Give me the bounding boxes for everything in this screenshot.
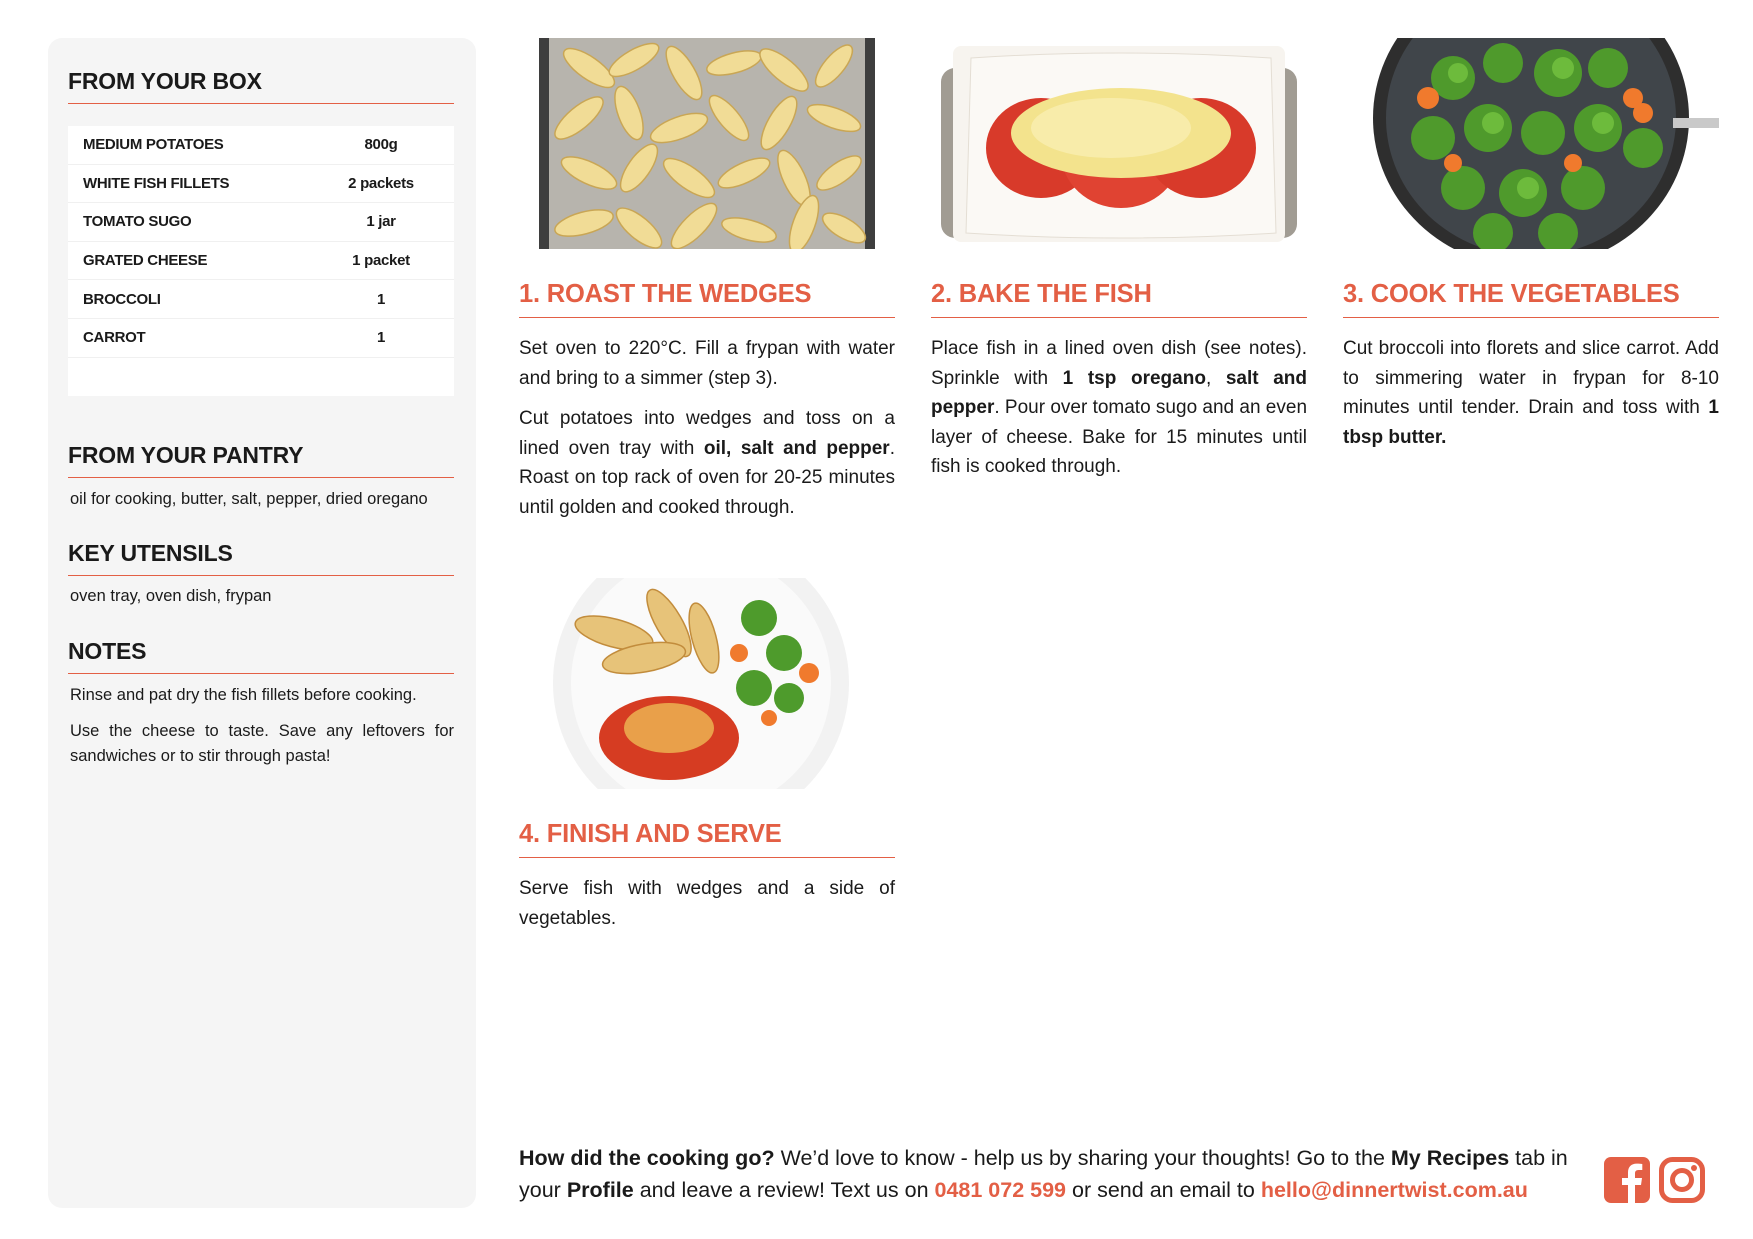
ingredient-name: TOMATO SUGO [83, 213, 192, 231]
facebook-icon[interactable] [1604, 1157, 1650, 1203]
ingredient-qty: 1 [376, 290, 386, 308]
phone-number-link[interactable]: 0481 072 599 [934, 1178, 1067, 1202]
ingredient-row [68, 319, 454, 358]
step-paragraph: Set oven to 220°C. Fill a frypan with water and bring to a simmer (step 3). [519, 338, 895, 389]
step-3 [1343, 38, 1719, 518]
step-1 [519, 38, 895, 518]
step-title: 2. BAKE THE FISH [931, 280, 1307, 318]
roasted-wedges-photo [519, 38, 895, 249]
step-instructions [519, 874, 895, 944]
step-title: 1. ROAST THE WEDGES [519, 280, 895, 318]
footer-question: How did the cooking go? [519, 1146, 775, 1170]
step-paragraph: Serve fish with wedges and a side of vegetables. [519, 878, 895, 929]
from-your-box-title: FROM YOUR BOX [68, 68, 454, 104]
instagram-icon[interactable] [1659, 1157, 1705, 1203]
feedback-footer: How did the cooking go? We’d love to know - help us by sharing your thoughts! Go to the My Recipes tab in your Profile and leave a review! Text us on 0481 072 599 or send an email to hello@dinnertwist.com.au [519, 1146, 1568, 1202]
step-title: 3. COOK THE VEGETABLES [1343, 280, 1719, 318]
ingredient-row-empty [68, 358, 454, 396]
note-text: Rinse and pat dry the fish fillets before cooking. [70, 686, 417, 704]
pantry-items: oil for cooking, butter, salt, pepper, dried oregano [70, 490, 428, 508]
ingredients-sidebar [48, 38, 476, 1208]
key-utensils-title: KEY UTENSILS [68, 540, 454, 576]
step-instructions [931, 334, 1307, 493]
my-recipes-label: My Recipes [1390, 1146, 1510, 1170]
cooked-vegetables-photo [1343, 38, 1719, 249]
step-title: 4. FINISH AND SERVE [519, 820, 895, 858]
ingredient-row [68, 126, 454, 165]
note-text: Use the cheese to taste. Save any leftovers for sandwiches or to stir through pasta! [70, 722, 454, 765]
from-your-pantry-title: FROM YOUR PANTRY [68, 442, 454, 478]
step-2 [931, 38, 1307, 518]
ingredients-table [68, 126, 454, 396]
baked-fish-photo [931, 38, 1307, 249]
step-paragraph: Place fish in a lined oven dish (see notes). Sprinkle with 1 tsp oregano, salt and pepper. Pour over tomato sugo and an even layer of cheese. Bake for 15 minutes until fish is cooked through. [931, 338, 1308, 477]
step-4 [519, 578, 895, 958]
ingredient-row [68, 203, 454, 242]
ingredient-name: CARROT [83, 329, 146, 347]
ingredient-qty: 1 packet [352, 252, 410, 270]
ingredient-name: MEDIUM POTATOES [83, 136, 224, 154]
ingredient-name: BROCCOLI [83, 290, 161, 308]
ingredient-qty: 800g [364, 136, 398, 154]
ingredient-qty: 2 packets [348, 174, 414, 192]
ingredient-row [68, 242, 454, 281]
utensils-list: oven tray, oven dish, frypan [70, 587, 272, 605]
email-link[interactable]: hello@dinnertwist.com.au [1260, 1178, 1528, 1202]
ingredient-name: GRATED CHEESE [83, 252, 208, 270]
step-instructions [519, 334, 895, 533]
step-paragraph: Cut potatoes into wedges and toss on a lined oven tray with oil, salt and pepper. Roast on top rack of oven for 20-25 minutes until golden and cooked through. [519, 408, 895, 518]
ingredient-row [68, 280, 454, 319]
step-paragraph: Cut broccoli into florets and slice carrot. Add to simmering water in frypan for 8-10 minutes until tender. Drain and toss with 1 tbsp butter. [1343, 338, 1719, 448]
ingredient-name: WHITE FISH FILLETS [83, 174, 230, 192]
finished-dish-photo [519, 578, 895, 789]
ingredient-qty: 1 [376, 329, 386, 347]
step-instructions [1343, 334, 1719, 463]
notes-title: NOTES [68, 638, 454, 674]
ingredient-qty: 1 jar [366, 213, 396, 231]
ingredient-row [68, 165, 454, 204]
profile-label: Profile [566, 1178, 634, 1202]
